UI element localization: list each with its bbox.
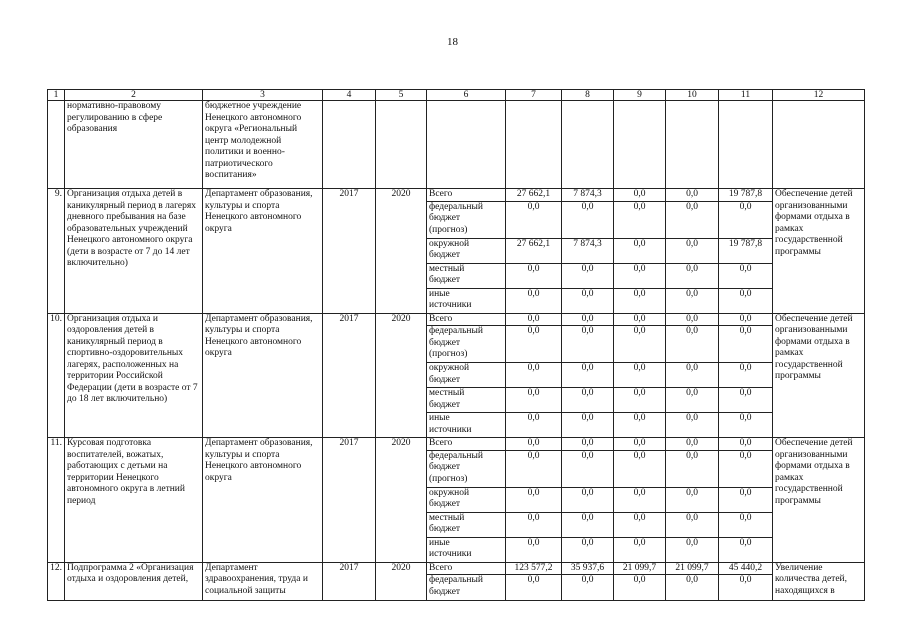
amount-cell: 0,0	[562, 537, 614, 562]
amount-cell: 0,0	[614, 189, 666, 202]
amount-cell: 0,0	[506, 388, 562, 413]
amount-cell: 0,0	[666, 313, 719, 326]
row-number: 11.	[48, 438, 65, 563]
amount-cell: 0,0	[562, 487, 614, 512]
amount-cell: 7 874,3	[562, 189, 614, 202]
header-cell: 12	[773, 90, 865, 101]
amount-cell: 0,0	[562, 413, 614, 438]
funding-source: федеральный бюджет (прогноз)	[427, 201, 506, 238]
amount-cell: 0,0	[719, 413, 773, 438]
funding-source: иные источники	[427, 537, 506, 562]
amount-cell: 0,0	[614, 512, 666, 537]
amount-cell: 0,0	[506, 450, 562, 487]
header-cell: 9	[614, 90, 666, 101]
amount-cell: 0,0	[719, 512, 773, 537]
measure-name: нормативно-правовому регулированию в сфере образования	[65, 101, 203, 189]
header-cell: 4	[323, 90, 376, 101]
funding-source: иные источники	[427, 288, 506, 313]
measure-name: Организация отдыха и оздоровления детей в каникулярный период в спортивно-оздоровительных лагерях, расположенных на территории Российской Федерации (дети в возрасте от 7 до 18 лет включительно)	[65, 313, 203, 438]
table-row	[48, 313, 865, 326]
year-start: 2017	[323, 438, 376, 563]
year-end: 2020	[376, 189, 427, 314]
budget-table	[47, 89, 865, 601]
header-cell: 11	[719, 90, 773, 101]
amount-cell: 0,0	[666, 413, 719, 438]
expected-result: Обеспечение детей организованными формами отдыха в рамках государственной программы	[773, 438, 865, 563]
amount-cell: 0,0	[614, 263, 666, 288]
amount-cell: 0,0	[719, 388, 773, 413]
header-cell: 7	[506, 90, 562, 101]
amount-cell: 0,0	[666, 288, 719, 313]
amount-cell: 0,0	[614, 388, 666, 413]
executor: Департамент образования, культуры и спорта Ненецкого автономного округа	[203, 438, 323, 563]
amount-cell: 0,0	[506, 413, 562, 438]
year-end: 2020	[376, 438, 427, 563]
amount-cell: 0,0	[666, 263, 719, 288]
funding-source: окружной бюджет	[427, 363, 506, 388]
executor: Департамент образования, культуры и спорта Ненецкого автономного округа	[203, 313, 323, 438]
amount-cell: 0,0	[506, 263, 562, 288]
amount-cell: 0,0	[614, 450, 666, 487]
expected-result: Увеличение количества детей, находящихся в	[773, 562, 865, 601]
funding-source: местный бюджет	[427, 263, 506, 288]
amount-cell: 35 937,6	[562, 562, 614, 575]
amount-cell: 0,0	[506, 438, 562, 451]
amount-cell: 0,0	[562, 388, 614, 413]
amount-cell: 0,0	[562, 438, 614, 451]
amount-cell: 0,0	[506, 326, 562, 363]
amount-cell: 0,0	[562, 313, 614, 326]
amount-cell: 21 099,7	[666, 562, 719, 575]
funding-source: окружной бюджет	[427, 238, 506, 263]
amount-cell: 0,0	[562, 363, 614, 388]
amount-cell: 0,0	[666, 189, 719, 202]
amount-cell: 0,0	[614, 537, 666, 562]
funding-source: федеральный бюджет	[427, 575, 506, 601]
amount-cell: 0,0	[719, 537, 773, 562]
amount-cell: 27 662,1	[506, 189, 562, 202]
funding-source: федеральный бюджет (прогноз)	[427, 450, 506, 487]
amount-cell: 45 440,2	[719, 562, 773, 575]
header-cell: 1	[48, 90, 65, 101]
continuation-row	[48, 101, 865, 189]
funding-source: Всего	[427, 438, 506, 451]
amount-cell: 19 787,8	[719, 238, 773, 263]
amount-cell: 21 099,7	[614, 562, 666, 575]
funding-source: иные источники	[427, 413, 506, 438]
amount-cell: 0,0	[719, 288, 773, 313]
amount-cell: 0,0	[614, 438, 666, 451]
amount-cell: 7 874,3	[562, 238, 614, 263]
amount-cell: 0,0	[666, 487, 719, 512]
expected-result: Обеспечение детей организованными формами отдыха в рамках государственной программы	[773, 189, 865, 314]
amount-cell: 0,0	[614, 487, 666, 512]
amount-cell: 0,0	[614, 363, 666, 388]
header-cell: 5	[376, 90, 427, 101]
executor: Департамент образования, культуры и спорта Ненецкого автономного округа	[203, 189, 323, 314]
header-cell: 6	[427, 90, 506, 101]
measure-name: Курсовая подготовка воспитателей, вожатых, работающих с детьми на территории Ненецкого автономного округа в летний период	[65, 438, 203, 563]
row-number: 9.	[48, 189, 65, 314]
expected-result: Обеспечение детей организованными формами отдыха в рамках государственной программы	[773, 313, 865, 438]
page-number: 18	[447, 36, 458, 48]
year-end: 2020	[376, 313, 427, 438]
amount-cell: 0,0	[614, 288, 666, 313]
row-number: 12.	[48, 562, 65, 601]
amount-cell: 0,0	[666, 575, 719, 601]
amount-cell: 0,0	[506, 537, 562, 562]
amount-cell: 0,0	[562, 288, 614, 313]
amount-cell: 0,0	[719, 450, 773, 487]
amount-cell: 0,0	[719, 201, 773, 238]
amount-cell: 0,0	[506, 512, 562, 537]
header-cell: 8	[562, 90, 614, 101]
amount-cell: 0,0	[719, 326, 773, 363]
amount-cell: 0,0	[506, 487, 562, 512]
year-start: 2017	[323, 189, 376, 314]
executor: Департамент здравоохранения, труда и социальной защиты	[203, 562, 323, 601]
amount-cell: 0,0	[614, 575, 666, 601]
table-row	[48, 438, 865, 451]
amount-cell: 0,0	[614, 326, 666, 363]
amount-cell: 0,0	[562, 263, 614, 288]
amount-cell: 0,0	[719, 487, 773, 512]
header-cell: 3	[203, 90, 323, 101]
amount-cell: 0,0	[614, 313, 666, 326]
amount-cell: 0,0	[506, 575, 562, 601]
amount-cell: 0,0	[666, 512, 719, 537]
amount-cell: 0,0	[614, 201, 666, 238]
amount-cell: 0,0	[562, 512, 614, 537]
table-row	[48, 562, 865, 575]
funding-source: местный бюджет	[427, 512, 506, 537]
amount-cell: 0,0	[506, 313, 562, 326]
measure-name: Подпрограмма 2 «Организация отдыха и оздоровления детей,	[65, 562, 203, 601]
amount-cell: 0,0	[719, 263, 773, 288]
amount-cell: 27 662,1	[506, 238, 562, 263]
funding-source: окружной бюджет	[427, 487, 506, 512]
amount-cell: 0,0	[666, 363, 719, 388]
amount-cell: 0,0	[506, 201, 562, 238]
year-start: 2017	[323, 562, 376, 601]
amount-cell: 0,0	[666, 438, 719, 451]
amount-cell: 0,0	[562, 326, 614, 363]
amount-cell: 0,0	[666, 201, 719, 238]
funding-source: Всего	[427, 313, 506, 326]
amount-cell: 0,0	[666, 326, 719, 363]
amount-cell: 0,0	[719, 363, 773, 388]
amount-cell: 0,0	[562, 201, 614, 238]
amount-cell: 123 577,2	[506, 562, 562, 575]
amount-cell: 0,0	[506, 288, 562, 313]
year-start: 2017	[323, 313, 376, 438]
amount-cell: 0,0	[666, 537, 719, 562]
amount-cell: 0,0	[666, 388, 719, 413]
header-cell: 2	[65, 90, 203, 101]
amount-cell: 0,0	[614, 413, 666, 438]
year-end: 2020	[376, 562, 427, 601]
funding-source: федеральный бюджет (прогноз)	[427, 326, 506, 363]
amount-cell: 19 787,8	[719, 189, 773, 202]
funding-source: Всего	[427, 189, 506, 202]
amount-cell: 0,0	[506, 363, 562, 388]
header-row	[48, 90, 865, 101]
amount-cell: 0,0	[666, 450, 719, 487]
amount-cell: 0,0	[562, 575, 614, 601]
executor: бюджетное учреждение Ненецкого автономного округа «Региональный центр молодежной политики и военно-патриотического воспитания»	[203, 101, 323, 189]
header-cell: 10	[666, 90, 719, 101]
amount-cell: 0,0	[614, 238, 666, 263]
row-number: 10.	[48, 313, 65, 438]
measure-name: Организация отдыха детей в каникулярный период в лагерях дневного пребывания на базе образовательных учреждений Ненецкого автономного округа (дети в возрасте от 7 до 14 лет включительно)	[65, 189, 203, 314]
amount-cell: 0,0	[666, 238, 719, 263]
amount-cell: 0,0	[719, 313, 773, 326]
amount-cell: 0,0	[719, 438, 773, 451]
amount-cell: 0,0	[719, 575, 773, 601]
amount-cell: 0,0	[562, 450, 614, 487]
table-row	[48, 189, 865, 202]
funding-source: местный бюджет	[427, 388, 506, 413]
funding-source: Всего	[427, 562, 506, 575]
